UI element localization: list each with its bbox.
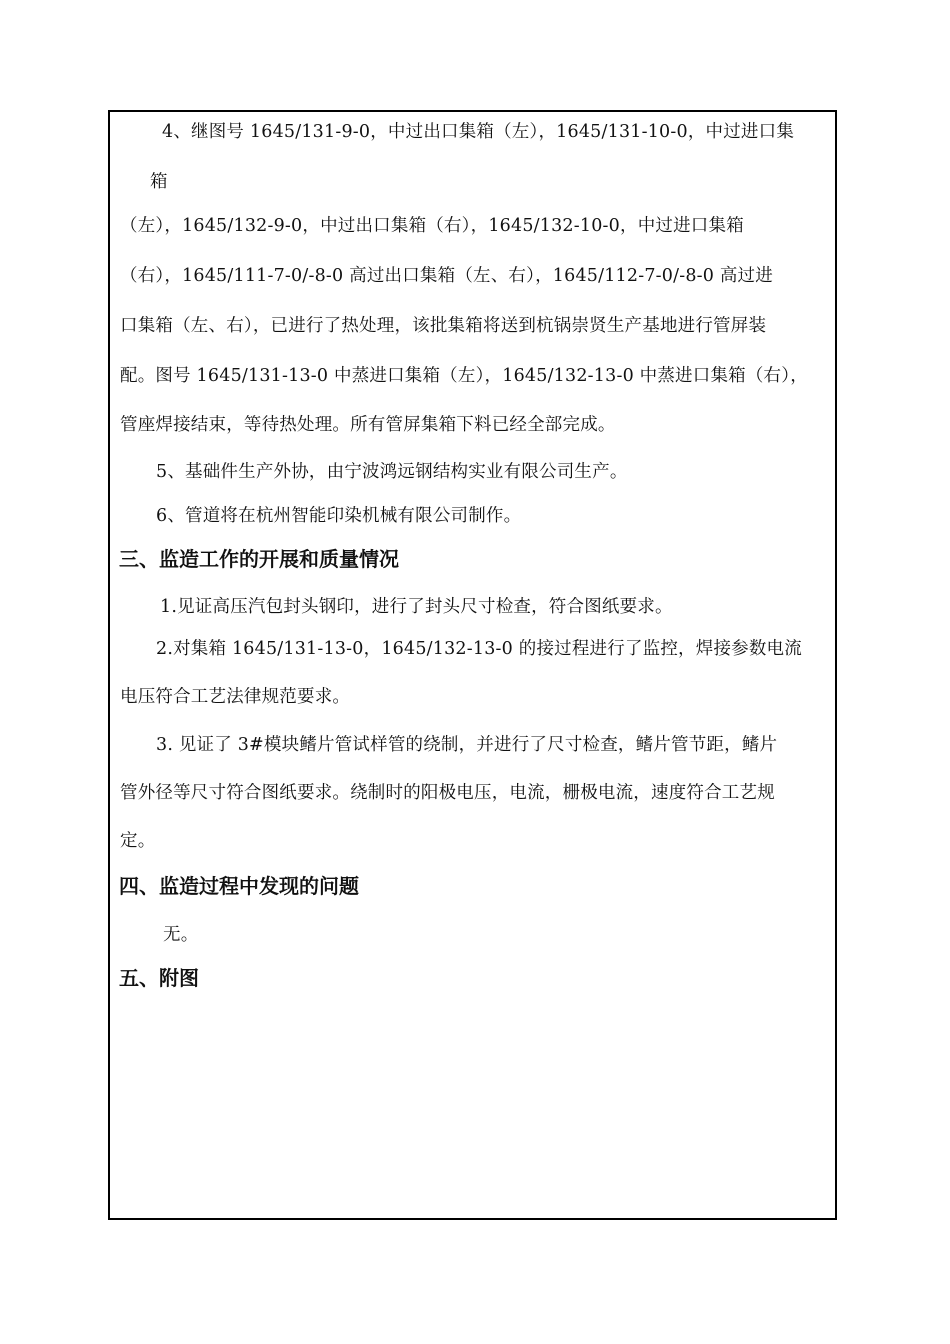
section4-body: 无。 bbox=[163, 925, 199, 945]
section3-item1: 1.见证高压汽包封头钢印，进行了封头尺寸检查，符合图纸要求。 bbox=[160, 597, 673, 617]
section3-item3-line1: 3. 见证了 3#模块鳍片管试样管的绕制，并进行了尺寸检查，鳍片管节距，鳍片 bbox=[156, 735, 778, 755]
item4-line4: （右），1645/111-7-0/-8-0 高过出口集箱（左、右），1645/112-7-0/-8-0 高过进 bbox=[120, 266, 773, 286]
item4-line6: 配。图号 1645/131-13-0 中蒸进口集箱（左），1645/132-13-0 中蒸进口集箱（右）， bbox=[120, 366, 808, 386]
item4-line3: （左），1645/132-9-0，中过出口集箱（右），1645/132-10-0，中过进口集箱 bbox=[120, 216, 744, 236]
section3-item3-line3: 定。 bbox=[120, 831, 156, 851]
section4-heading: 四、监造过程中发现的问题 bbox=[119, 874, 359, 898]
section3-heading: 三、监造工作的开展和质量情况 bbox=[119, 547, 399, 571]
item4-line2: 箱 bbox=[150, 172, 168, 192]
section3-item2-line1: 2.对集箱 1645/131-13-0，1645/132-13-0 的接过程进行了监控，焊接参数电流 bbox=[156, 639, 802, 659]
item4-line5: 口集箱（左、右），已进行了热处理，该批集箱将送到杭锅崇贤生产基地进行管屏装 bbox=[120, 316, 767, 336]
item6-text: 6、管道将在杭州智能印染机械有限公司制作。 bbox=[156, 506, 522, 526]
item4-line7: 管座焊接结束，等待热处理。所有管屏集箱下料已经全部完成。 bbox=[120, 415, 616, 435]
item5-text: 5、基础件生产外协，由宁波鸿远钢结构实业有限公司生产。 bbox=[156, 462, 628, 482]
section3-item3-line2: 管外径等尺寸符合图纸要求。绕制时的阳极电压，电流，栅极电流，速度符合工艺规 bbox=[120, 783, 775, 803]
section5-heading: 五、附图 bbox=[119, 966, 199, 990]
section3-item2-line2: 电压符合工艺法律规范要求。 bbox=[120, 687, 351, 707]
item4-line1: 4、继图号 1645/131-9-0，中过出口集箱（左），1645/131-10-0，中过进口集 bbox=[162, 122, 795, 142]
